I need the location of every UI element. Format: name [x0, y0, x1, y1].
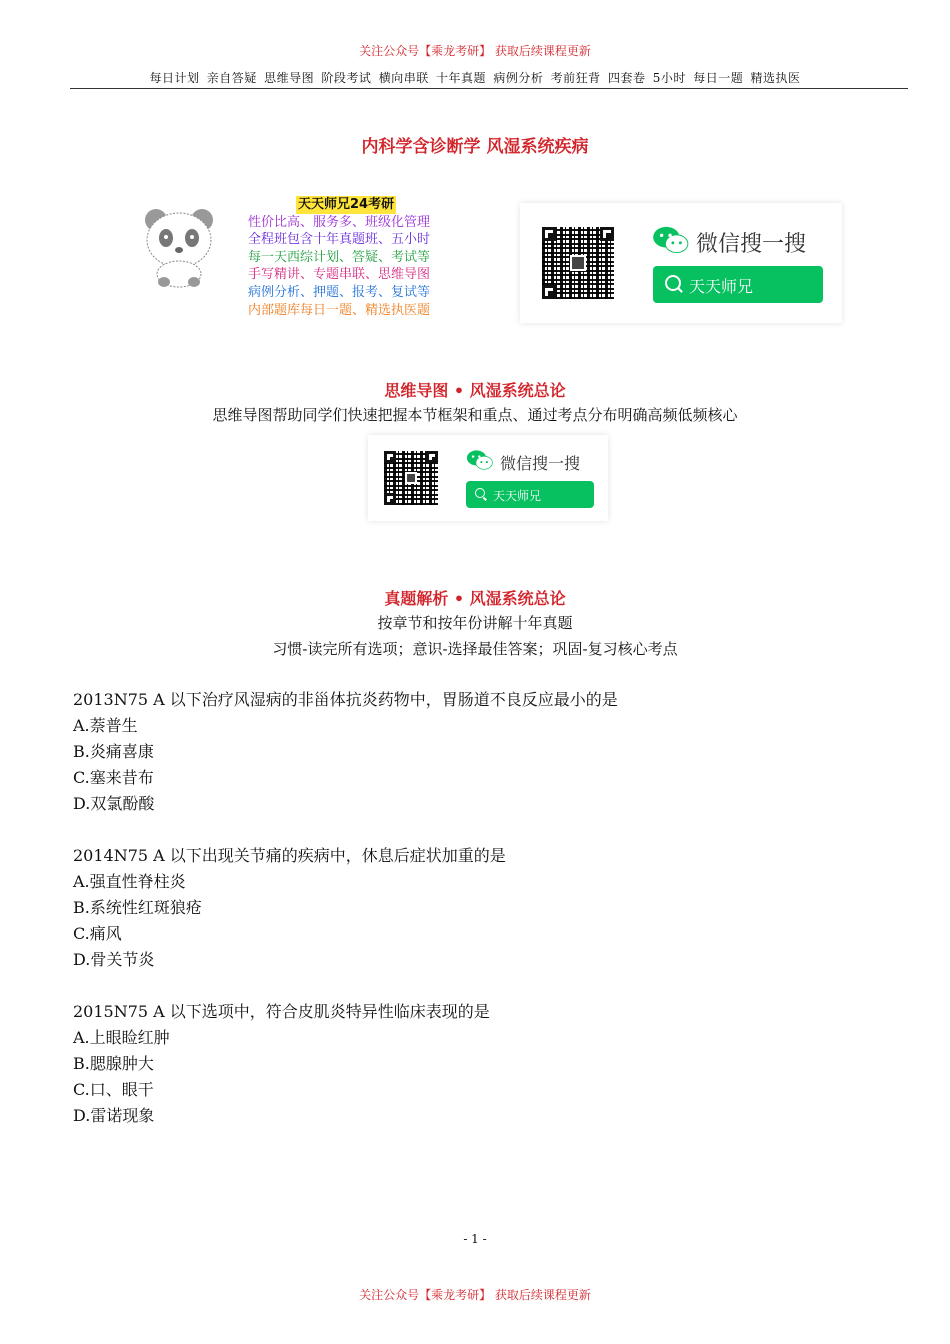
question-option: C.口、眼干: [73, 1080, 154, 1099]
promo-line: 性价比高、服务多、班级化管理: [248, 214, 431, 230]
promo-line: 病例分析、押题、报考、复试等: [248, 284, 431, 300]
question-option: B.系统性红斑狼疮: [73, 898, 202, 917]
question-option: A.上眼睑红肿: [73, 1028, 170, 1047]
search-icon-handle: [677, 287, 683, 293]
question-option: A.萘普生: [73, 716, 138, 735]
wechat-logo-icon: [652, 225, 690, 255]
real-exam-line-1: 按章节和按年份讲解十年真题: [377, 614, 573, 632]
question-option: B.炎痛喜康: [73, 742, 154, 761]
promo-line: 手写精讲、专题串联、思维导图: [248, 267, 431, 283]
wechat-button-label: 天天师兄: [493, 489, 542, 503]
qr-code-icon: [384, 451, 438, 505]
real-exam-title: 真题解析 • 风湿系统总论: [384, 589, 566, 608]
search-icon-handle: [483, 497, 487, 501]
question-stem: 2014N75 A 以下出现关节痛的疾病中，休息后症状加重的是: [73, 846, 506, 865]
promo-line: 内部题库每日一题、精选执医题: [248, 302, 431, 318]
wechat-logo-icon: [466, 449, 494, 471]
question-option: B.腮腺肿大: [73, 1054, 154, 1073]
question-block: [73, 687, 618, 817]
header-divider: [70, 88, 908, 89]
real-exam-line-2: 习惯-读完所有选项；意识-选择最佳答案；巩固-复习核心考点: [272, 640, 678, 658]
question-option: C.痛风: [73, 924, 122, 943]
wechat-search-label: 微信搜一搜: [500, 454, 581, 473]
question-option: D.骨关节炎: [73, 950, 155, 969]
qr-code-icon: [542, 227, 614, 299]
wechat-search-button[interactable]: [653, 266, 823, 303]
wechat-search-button[interactable]: [466, 481, 594, 508]
wechat-search-label: 微信搜一搜: [696, 232, 807, 257]
mindmap-description: 思维导图帮助同学们快速把握本节框架和重点、通过考点分布明确高频低频核心: [212, 406, 738, 424]
promo-line: 全程班包含十年真题班、五小时: [248, 232, 431, 248]
question-stem: 2015N75 A 以下选项中，符合皮肌炎特异性临床表现的是: [73, 1002, 490, 1021]
question-option: A.强直性脊柱炎: [73, 872, 186, 891]
promo-text: [248, 196, 468, 319]
mindmap-title: 思维导图 • 风湿系统总论: [384, 381, 566, 400]
page-number: - 1 -: [463, 1232, 487, 1246]
panda-mascot-icon: [136, 202, 222, 288]
promo-heading: 天天师兄24考研: [298, 197, 395, 212]
question-option: D.雷诺现象: [73, 1106, 155, 1125]
question-block: [73, 843, 506, 973]
top-notice: 关注公众号【乘龙考研】 获取后续课程更新: [359, 44, 591, 58]
question-option: C.塞来昔布: [73, 768, 154, 787]
document-title: 内科学含诊断学 风湿系统疾病: [361, 137, 589, 157]
wechat-button-label: 天天师兄: [689, 277, 754, 296]
top-feature-menu: 每日计划 亲自答疑 思维导图 阶段考试 横向串联 十年真题 病例分析 考前狂背 四套卷 5小时 每日一题 精选执医: [149, 71, 801, 85]
promo-line: 每一天西综计划、答疑、考试等: [248, 249, 431, 265]
wechat-search-card[interactable]: [368, 435, 608, 521]
question-option: D.双氯酚酸: [73, 794, 155, 813]
question-stem: 2013N75 A 以下治疗风湿病的非甾体抗炎药物中，胃肠道不良反应最小的是: [73, 690, 618, 709]
wechat-search-card[interactable]: [520, 203, 842, 323]
bottom-notice: 关注公众号【乘龙考研】 获取后续课程更新: [359, 1288, 591, 1302]
question-block: [73, 999, 490, 1129]
